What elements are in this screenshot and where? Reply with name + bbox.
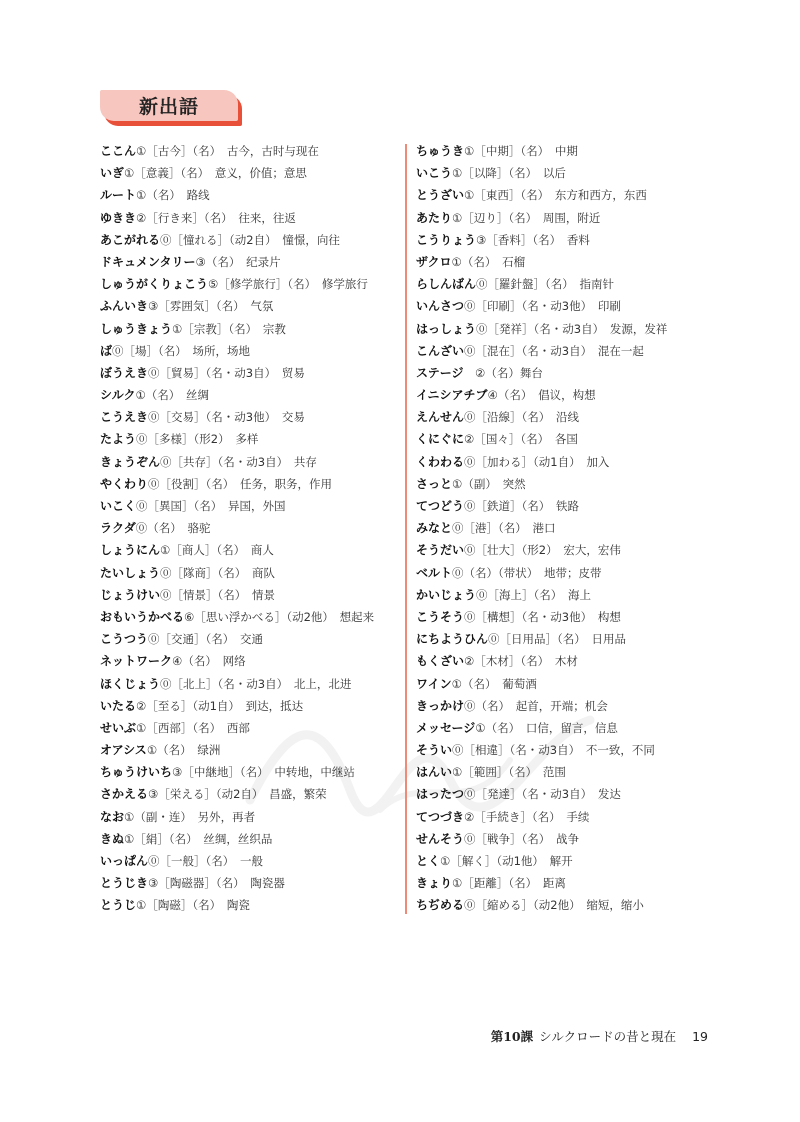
vocab-definition: ⓪［日用品］（名） 日用品 <box>488 632 627 647</box>
vocab-reading: くにぐに <box>416 432 465 447</box>
vocab-entry <box>100 451 400 473</box>
vocab-reading: ザクロ <box>416 254 452 269</box>
vocab-entry <box>100 251 400 273</box>
vocab-reading: にちようひん <box>416 632 489 647</box>
vocab-column-right <box>416 140 716 917</box>
vocab-definition: ①［東西］（名） 东方和西方，东西 <box>464 188 647 203</box>
vocab-entry <box>100 828 400 850</box>
vocab-reading: てつづき <box>416 809 465 824</box>
vocab-definition: ⓪［隊商］（名） 商队 <box>160 565 276 580</box>
vocab-definition: ⓪［交易］（名・动3他） 交易 <box>148 410 305 425</box>
vocab-entry <box>100 872 400 894</box>
vocab-definition: ⓪（名）（带状） 地带；皮带 <box>452 565 602 580</box>
vocab-definition: ①（名） 丝绸 <box>135 388 210 403</box>
vocab-entry <box>100 473 400 495</box>
vocab-definition: ②［木材］（名） 木材 <box>464 654 578 669</box>
vocab-definition: ①（名） 口信，留言，信息 <box>475 720 618 735</box>
vocab-definition: ③［香料］（名） 香料 <box>476 232 590 247</box>
vocab-reading: いたる <box>100 698 137 713</box>
vocab-definition: ①［距離］（名） 距离 <box>452 876 566 891</box>
vocab-entry <box>100 340 400 362</box>
vocab-definition: ⓪［北上］（名・动3自） 北上，北进 <box>160 676 352 691</box>
vocab-definition: ①［以降］（名） 以后 <box>452 166 566 181</box>
vocab-entry <box>416 318 716 340</box>
vocab-entry <box>100 362 400 384</box>
vocab-entry <box>100 562 400 584</box>
title-box <box>100 90 238 121</box>
vocab-definition: ⓪（名） 骆驼 <box>135 521 211 536</box>
vocab-reading: はんい <box>416 765 453 780</box>
vocab-reading: きょうぞん <box>100 454 161 469</box>
vocab-entry <box>416 362 716 384</box>
vocab-definition: ③［栄える］（动2自） 昌盛，繁荣 <box>148 787 327 802</box>
vocab-definition: ②［行き来］（名） 往来，往返 <box>136 210 296 225</box>
vocab-reading: さっと <box>416 476 453 491</box>
vocab-reading: メッセージ <box>416 720 476 735</box>
vocab-reading: いっぱん <box>100 854 149 868</box>
vocab-entry <box>100 539 400 561</box>
vocab-reading: たよう <box>100 432 137 447</box>
vocab-reading: ステージ <box>416 365 464 380</box>
vocab-definition: ⓪［情景］（名） 情景 <box>160 587 276 602</box>
vocab-reading: しゅうきょう <box>100 321 173 336</box>
vocab-entry <box>100 495 400 517</box>
vocab-definition: ⓪［構想］（名・动3他） 构想 <box>464 609 621 624</box>
vocab-definition: ⓪［発祥］（名・动3自） 发源，发祥 <box>476 321 668 336</box>
vocab-entry <box>100 850 400 872</box>
vocab-definition: ①［辺り］（名） 周围，附近 <box>452 210 601 225</box>
vocab-entry <box>416 606 716 628</box>
vocab-definition: ①［解く］（动1他） 解开 <box>440 854 573 868</box>
vocab-column-left <box>100 140 400 917</box>
vocab-definition: ⓪（名） 起首，开端；机会 <box>464 698 608 713</box>
vocab-definition: ④（名） 网络 <box>172 654 246 669</box>
vocab-definition: ⑤［修学旅行］（名） 修学旅行 <box>208 277 368 292</box>
vocab-reading: きょり <box>416 876 453 891</box>
vocab-definition: ⓪［混在］（名・动3自） 混在一起 <box>464 343 644 358</box>
vocab-entry <box>416 184 716 206</box>
vocab-entry <box>416 850 716 872</box>
vocab-reading: さかえる <box>100 787 149 802</box>
vocab-definition: ②（名）舞台 <box>463 365 543 380</box>
vocab-reading: ここん <box>100 144 137 158</box>
vocab-reading: えんせん <box>416 410 465 425</box>
vocab-definition: ①［中期］（名） 中期 <box>464 144 578 158</box>
vocab-reading: かいじょう <box>416 587 477 602</box>
vocab-reading: せいぶ <box>100 720 137 735</box>
vocab-entry <box>416 695 716 717</box>
vocab-definition: ①（名） 石榴 <box>451 254 526 269</box>
vocab-entry <box>416 207 716 229</box>
vocab-definition: ③［陶磁器］（名） 陶瓷器 <box>148 876 285 891</box>
vocab-definition: ①［意義］（名） 意义，价值；意思 <box>124 166 307 181</box>
vocab-entry <box>416 428 716 450</box>
vocab-reading: じょうけい <box>100 587 161 602</box>
vocab-entry <box>416 761 716 783</box>
vocab-definition: ⓪［共存］（名・动3自） 共存 <box>160 454 317 469</box>
vocab-entry <box>416 473 716 495</box>
vocab-reading: とく <box>416 854 441 868</box>
vocab-reading: ちゅうけいち <box>100 765 173 780</box>
vocab-reading: あたり <box>416 210 453 225</box>
vocab-reading: ほくじょう <box>100 676 161 691</box>
vocab-entry <box>416 495 716 517</box>
vocab-entry <box>100 717 400 739</box>
vocab-definition: ①（名） 路线 <box>136 188 210 203</box>
column-divider <box>405 144 407 914</box>
vocab-definition: ①（名） 葡萄酒 <box>451 676 537 691</box>
vocab-entry <box>100 584 400 606</box>
vocab-reading: こんざい <box>416 343 465 358</box>
vocab-entry <box>416 673 716 695</box>
vocab-reading: ワイン <box>416 676 452 691</box>
vocab-entry <box>416 162 716 184</box>
vocab-definition: ②［至る］（动1自） 到达，抵达 <box>136 698 304 713</box>
vocab-definition: ⓪［憧れる］（动2自） 憧憬，向往 <box>160 232 340 247</box>
vocab-entry <box>100 295 400 317</box>
vocab-entry <box>416 451 716 473</box>
vocab-reading: そうい <box>416 743 453 758</box>
vocab-entry <box>100 229 400 251</box>
vocab-definition: ①［西部］（名） 西部 <box>136 720 250 735</box>
vocab-reading: とうじ <box>100 898 137 913</box>
vocab-reading: ちぢめる <box>416 898 465 913</box>
vocab-definition: ①［商人］（名） 商人 <box>160 543 274 558</box>
vocab-definition: ⓪［戦争］（名） 战争 <box>464 831 580 846</box>
vocab-definition: ⓪［異国］（名） 异国，外国 <box>136 499 286 513</box>
vocab-reading: こうつう <box>100 632 149 647</box>
vocab-reading: たいしょう <box>100 565 161 580</box>
vocab-reading: やくわり <box>100 476 149 491</box>
vocab-reading: ば <box>100 343 113 358</box>
vocab-entry <box>416 251 716 273</box>
vocab-entry <box>416 539 716 561</box>
vocab-definition: ⓪［壮大］（形2） 宏大，宏伟 <box>464 543 621 558</box>
vocab-entry <box>416 140 716 162</box>
vocab-definition: ①［範囲］（名） 范围 <box>452 765 566 780</box>
vocab-reading: せんそう <box>416 831 465 846</box>
vocab-reading: そうだい <box>416 543 465 558</box>
vocab-definition: ①（名） 绿洲 <box>146 743 221 758</box>
vocab-entry <box>100 517 400 539</box>
vocab-entry <box>416 340 716 362</box>
vocab-definition: ④（名） 倡议，构想 <box>487 388 596 403</box>
vocab-entry <box>100 761 400 783</box>
vocab-entry <box>416 717 716 739</box>
vocab-definition: ⓪［印刷］（名・动3他） 印刷 <box>464 299 621 314</box>
vocab-definition: ①（副・连） 另外，再者 <box>124 809 256 824</box>
vocab-entry <box>416 584 716 606</box>
vocab-definition: ③［雰囲気］（名） 气氛 <box>148 299 274 314</box>
vocab-definition: ⑥［思い浮かべる］（动2他） 想起来 <box>184 609 375 624</box>
vocab-entry <box>416 229 716 251</box>
page-footer <box>491 1027 708 1045</box>
vocab-entry <box>416 295 716 317</box>
vocab-reading: ドキュメンタリー <box>100 254 196 269</box>
vocab-definition: ②［手続き］（名） 手续 <box>464 809 590 824</box>
vocab-reading: こうそう <box>416 609 465 624</box>
vocab-reading: ゆきき <box>100 210 137 225</box>
vocab-reading: ぼうえき <box>100 365 149 380</box>
vocab-definition: ①［古今］（名） 古今，古时与现在 <box>136 144 319 158</box>
vocab-reading: みなと <box>416 521 453 536</box>
vocab-definition: ①［絹］（名） 丝绸，丝织品 <box>124 831 273 846</box>
vocab-reading: もくざい <box>416 654 465 669</box>
vocab-definition: ⓪［沿線］（名） 沿线 <box>464 410 580 425</box>
vocab-definition: ②［国々］（名） 各国 <box>464 432 578 447</box>
vocab-reading: しゅうがくりょこう <box>100 277 209 292</box>
vocab-definition: ⓪［多様］（形2） 多样 <box>136 432 259 447</box>
vocab-reading: きぬ <box>100 831 125 846</box>
vocab-definition: ⓪［交通］（名） 交通 <box>148 632 264 647</box>
vocab-entry <box>100 894 400 916</box>
vocab-entry <box>416 894 716 916</box>
vocab-entry <box>100 384 400 406</box>
vocab-reading: オアシス <box>100 743 147 758</box>
vocab-entry <box>416 783 716 805</box>
vocab-definition: ⓪［加わる］（动1自） 加入 <box>464 454 610 469</box>
vocab-reading: てつどう <box>416 499 465 513</box>
vocab-entry <box>100 406 400 428</box>
vocab-entry <box>100 318 400 340</box>
vocab-entry <box>100 184 400 206</box>
vocab-reading: こうりょう <box>416 232 477 247</box>
vocab-reading: あこがれる <box>100 232 161 247</box>
vocab-reading: ルート <box>100 188 137 203</box>
vocab-reading: いこく <box>100 499 137 513</box>
vocab-reading: おもいうかべる <box>100 609 185 624</box>
vocab-reading: とうじき <box>100 876 149 891</box>
vocab-entry <box>416 406 716 428</box>
vocab-reading: シルク <box>100 388 136 403</box>
vocab-entry <box>416 650 716 672</box>
vocab-reading: らしんばん <box>416 277 477 292</box>
vocab-entry <box>100 207 400 229</box>
vocab-definition: ⓪［一般］（名） 一般 <box>148 854 264 868</box>
vocab-reading: はっしょう <box>416 321 477 336</box>
vocab-definition: ⓪［役割］（名） 任务，职务，作用 <box>148 476 333 491</box>
vocab-definition: ③（名） 纪录片 <box>195 254 281 269</box>
vocab-entry <box>100 273 400 295</box>
vocab-reading: はったつ <box>416 787 465 802</box>
vocab-entry <box>416 384 716 406</box>
vocab-entry <box>100 783 400 805</box>
vocab-reading: ちゅうき <box>416 144 465 158</box>
title-text: 新出語 <box>138 96 199 118</box>
vocab-definition: ⓪［貿易］（名・动3自） 贸易 <box>148 365 305 380</box>
vocab-reading: きっかけ <box>416 698 465 713</box>
lesson-number: 第10課 <box>490 1029 534 1044</box>
vocab-entry <box>100 673 400 695</box>
vocab-entry <box>100 739 400 761</box>
vocab-definition: ①［宗教］（名） 宗教 <box>172 321 286 336</box>
page-number: 19 <box>692 1029 708 1044</box>
vocab-reading: ネットワーク <box>100 654 173 669</box>
vocab-entry <box>416 739 716 761</box>
vocab-entry <box>416 828 716 850</box>
vocab-entry <box>416 273 716 295</box>
lesson-title: シルクロードの昔と現在 <box>539 1029 677 1044</box>
vocab-definition: ⓪［羅針盤］（名） 指南针 <box>476 277 615 292</box>
vocab-definition: ③［中継地］（名） 中转地，中继站 <box>172 765 355 780</box>
vocab-entry <box>100 140 400 162</box>
vocab-entry <box>416 806 716 828</box>
section-title <box>100 90 245 126</box>
vocab-reading: ベルト <box>416 565 453 580</box>
vocab-reading: ラクダ <box>100 521 136 536</box>
vocab-entry <box>416 628 716 650</box>
vocab-definition: ⓪［発達］（名・动3自） 发达 <box>464 787 621 802</box>
vocab-reading: なお <box>100 809 125 824</box>
vocab-reading: くわわる <box>416 454 465 469</box>
vocab-entry <box>100 650 400 672</box>
vocab-definition: ①［陶磁］（名） 陶瓷 <box>136 898 250 913</box>
vocab-reading: こうえき <box>100 410 149 425</box>
vocab-definition: ⓪［鉄道］（名） 铁路 <box>464 499 580 513</box>
vocab-entry <box>416 562 716 584</box>
vocab-definition: ⓪［場］（名） 场所，场地 <box>112 343 251 358</box>
vocab-reading: いこう <box>416 166 453 181</box>
vocab-definition: ⓪［相違］（名・动3自） 不一致，不同 <box>452 743 655 758</box>
vocab-entry <box>100 428 400 450</box>
vocab-definition: ⓪［海上］（名） 海上 <box>476 587 592 602</box>
vocab-entry <box>100 606 400 628</box>
vocab-entry <box>100 806 400 828</box>
vocab-entry <box>100 628 400 650</box>
vocab-entry <box>100 695 400 717</box>
vocab-entry <box>416 872 716 894</box>
vocab-reading: いぎ <box>100 166 125 181</box>
vocab-definition: ①（副） 突然 <box>452 476 526 491</box>
vocab-entry <box>416 517 716 539</box>
vocab-definition: ⓪［縮める］（动2他） 缩短，缩小 <box>464 898 644 913</box>
vocab-reading: とうざい <box>416 188 465 203</box>
vocab-reading: しょうにん <box>100 543 161 558</box>
vocab-reading: ふんいき <box>100 299 149 314</box>
vocab-reading: いんさつ <box>416 299 465 314</box>
vocab-entry <box>100 162 400 184</box>
vocab-definition: ⓪［港］（名） 港口 <box>452 521 556 536</box>
vocab-reading: イニシアチブ <box>416 388 488 403</box>
